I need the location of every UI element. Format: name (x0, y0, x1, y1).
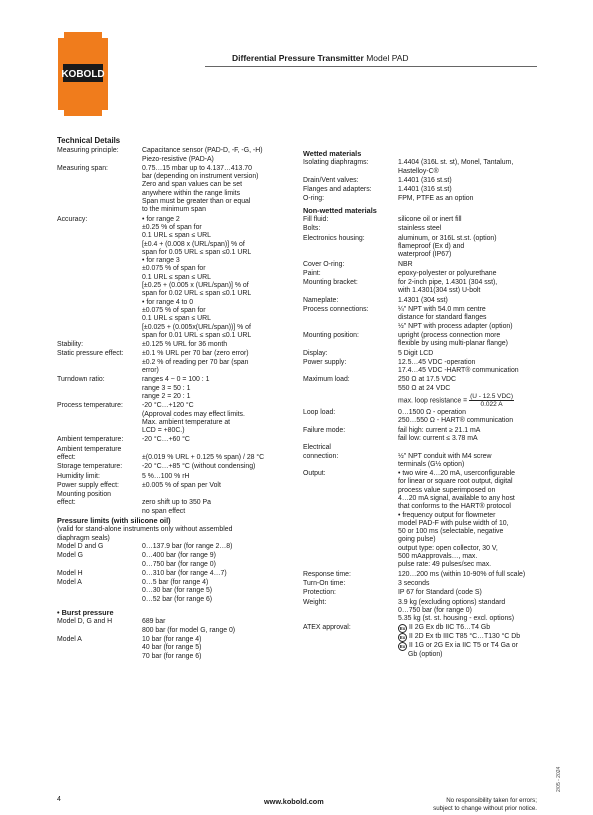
spec-measuring-principle: Measuring principle: Capacitance sensor (PAD-D, -F, -G, -H) Piezo-resistive (PAD-A) (57, 147, 263, 163)
spec-turndown: Turndown ratio: ranges 4 ~ 0 = 100 : 1 range 3 = 50 : 1 range 2 = 20 : 1 (57, 376, 210, 400)
spec-response-time: Response time: 120…200 ms (within 10-90% of full scale) (303, 570, 526, 578)
nonwetted-row: Power supply: 12.5…45 VDC -operation 17.4…45 VDC -HART® communication (303, 358, 519, 375)
ex-icon: Ex (399, 626, 406, 632)
spec-failure-mode: Failure mode: fail high: current ≥ 21.1 mA fail low: current ≤ 3.78 mA (303, 426, 481, 442)
pressure-limit-row: Model G 0…400 bar (for range 9) 0…750 bar (for range 0) (57, 552, 216, 568)
spec-stability: Stability: ±0.125 % URL for 36 month (57, 341, 228, 349)
nonwetted-row: Mounting position: upright (process connection more flexible by using multi-planar flange) (303, 331, 508, 348)
nonwetted-row: Display: 5 Digit LCD (303, 349, 434, 357)
wetted-row: O-ring: FPM, PTFE as an option (303, 195, 474, 203)
nonwetted-row: Mounting bracket: for 2-inch pipe, 1.4301 (304 sst), with 1.4301(304 sst) U-bolt (303, 279, 498, 295)
section-non-wetted-materials: Non-wetted materials (303, 205, 377, 215)
spec-ambient-temperature: Ambient temperature: -20 °C…+60 °C (57, 436, 190, 444)
nonwetted-row: Process connections: ¼" NPT with 54.0 mm centre distance for standard flanges ½" NPT with process adapter (option) (303, 306, 513, 330)
spec-power-effect: Power supply effect: ±0.005 % of span per Volt (57, 481, 221, 489)
title-product: Differential Pressure Transmitter (232, 53, 364, 63)
burst-pressure-row: Model D, G and H 689 bar 800 bar (for model G, range 0) (57, 618, 236, 634)
left-column: Technical Details Measuring principle: Capacitance sensor (PAD-D, -F, -G, -H) Piezo-resistive (PAD-A) Measuring span: 0.75…15 mbar up to 4.137…413.70 bar (depending on instrument version) Zero and span values can be set anywhere within the range limits Span must be greater than or equal to the minimum span Accuracy: • for range 2 ±0.25 % of span for 0.1 URL ≤ span ≤ URL [±0.4 + (0.008 x (URL/span)] % of span for 0.05 URL ≤ span ≤0.1 URL • for range 3 ±0.075 % of span for 0.1 URL ≤ span ≤ URL [±0.25 + (0.005 x (URL/span)] % of span for 0.02 URL ≤ span ≤0.1 URL • for range 4 to 0 ±0.075 % of span for 0.1 URL ≤ span ≤ URL [±0.025 + (0.005x(URL/span))] % of span for 0.01 URL ≤ span ≤0.1 URL Stability: ±0.125 % URL for 36 month Static pressure effect: ±0.1 % URL per 70 bar (zero error) ±0.2 % of reading per 70 bar (span error) Turndown ratio: ranges 4 ~ 0 = 100 : 1 range 3 = 50 : 1 range 2 = 20 : 1 Process temperature: -20 °C…+120 °C (Approval codes may effect limits. Max. ambient temperature at LCD = +80C.) Ambient temperature: -20 °C…+60 °C Ambient temperature effect: ±(0.019 % URL + 0.125 % span) / 28 °C Storage temperature: -20 °C…+85 °C (without condensing) Humidity limit: 5 %…100 % rH Power supply effect: ±0.005 % of span per Volt Mounting position effect: zero shift up to 350 Pa no span effect Pressure limits (with silicone oil) (valid for stand-alone instruments only without assembled diaphragm seals) Model D and G 0…137.9 bar (for range 2…8) Model G 0…400 bar (for range 9) 0…750 bar (for range 0) Model H 0…310 bar (for range 4…7) Model A 0…5 bar (for range 4) 0…30 bar (for range 5) 0…52 bar (for range 6) • Burst pressure Model D, G and H 689 bar 800 bar (for model G, range 0) Model A 10 bar (for range 4) 40 bar (for range 5) 70 bar (for range 6) (57, 137, 289, 662)
nonwetted-row: Bolts: stainless steel (303, 225, 442, 233)
document-code: 2/05 - 2024 (556, 766, 562, 792)
spec-maximum-load: Maximum load: 250 Ω at 17.5 VDC 550 Ω at 24 VDC max. loop resistance = $\frac{\text{(U - 12.5 VDC)}}{0.022 A}$ (303, 376, 539, 408)
spec-protection: Protection: IP 67 for Standard (code S) (303, 589, 482, 597)
spec-weight: Weight: 3.9 kg (excluding options) standard 0…750 bar (for range 0) 5.35 kg (st. st. housing - excl. options) (303, 598, 515, 623)
spec-atex-approval: ATEX approval: Ex II 2G Ex db IIC T6…T4 Gb Ex II 2D Ex tb IIIC T85 °C…T130 °C Db Ex II 1G or 2G Ex ia IIC T5 or T4 Ga or Gb (option) (303, 624, 521, 659)
nonwetted-row: Electronics housing: aluminum, or 316L st.st. (option) flameproof (Ex d) and waterproof (IP67) (303, 234, 497, 259)
section-pressure-limits: Pressure limits (with silicone oil) (57, 516, 171, 526)
section-burst-pressure: • Burst pressure (57, 609, 289, 617)
burst-pressure-row: Model A 10 bar (for range 4) 40 bar (for range 5) 70 bar (for range 6) (57, 635, 202, 660)
nonwetted-row: Cover O-ring: NBR (303, 260, 413, 268)
wetted-row: Isolating diaphragms: 1.4404 (316L st. st), Monel, Tantalum, Hastelloy-C® (303, 159, 514, 175)
ex-icon: Ex (399, 644, 406, 650)
spec-turn-on-time: Turn-On time: 3 seconds (303, 579, 430, 587)
website-link[interactable]: www.kobold.com (264, 797, 324, 806)
spec-accuracy: Accuracy: • for range 2 ±0.25 % of span for 0.1 URL ≤ span ≤ URL [±0.4 + (0.008 x (URL/span)] % of span for 0.05 URL ≤ span ≤0.1 URL • for range 3 ±0.075 % of span for 0.1 URL ≤ span ≤ URL [±0.25 + (0.005 x (URL/span)] % of span for 0.02 URL ≤ span ≤0.1 URL • for range 4 to 0 ±0.075 % of span for 0.1 URL ≤ span ≤ URL [±0.025 + (0.005x(URL/span))] % of span for 0.01 URL ≤ span ≤0.1 URL (57, 216, 289, 340)
ex-icon: Ex (399, 635, 406, 641)
section-technical-details: Technical Details (57, 136, 121, 145)
spec-measuring-span: Measuring span: 0.75…15 mbar up to 4.137…413.70 bar (depending on instrument version) Zero and span values can be set anywhere within the range limits Span must be greater than or equal to the minimum span (57, 164, 259, 214)
spec-electrical-connection: Electrical connection: ½" NPT conduit with M4 screw terminals (G½ option) (303, 444, 492, 468)
right-column (303, 150, 539, 661)
kobold-logo (58, 32, 108, 116)
loop-resistance-formula: max. loop resistance = $\frac{\text{(U - 12.5 VDC)}}{0.022 A}$ (398, 393, 514, 409)
spec-ambient-effect: Ambient temperature effect: ±(0.019 % URL + 0.125 % span) / 28 °C (57, 445, 265, 461)
spec-mounting-effect: Mounting position effect: zero shift up to 350 Pa no span effect (57, 491, 211, 515)
page-number: 4 (57, 796, 61, 803)
page-title (232, 53, 409, 63)
title-model: Model PAD (366, 53, 409, 63)
spec-humidity: Humidity limit: 5 %…100 % rH (57, 472, 190, 480)
spec-output: Output: • two wire 4…20 mA, userconfigurable for linear or square root output, digital process value superimposed on 4…20 mA signal, available to any host that conforms to the HART® protocol • frequency output for flowmeter model PAD-F with pulse width of 10, 50 or 100 ms (selectable, negative going pulse) output type: open collector, 30 V, 500 mAapprovals…, max. pulse rate: 49 pulses/sec max. (303, 470, 539, 570)
wetted-row: Drain/Vent valves: 1.4401 (316 st.st) (303, 176, 452, 184)
disclaimer: No responsibility taken for errors; subject to change without prior notice. (433, 797, 537, 812)
pressure-limit-row: Model D and G 0…137.9 bar (for range 2…8) (57, 542, 233, 550)
spec-storage-temperature: Storage temperature: -20 °C…+85 °C (without condensing) (57, 463, 256, 471)
spec-process-temperature: Process temperature: -20 °C…+120 °C (Approval codes may effect limits. Max. ambient temperature at LCD = +80C.) (57, 402, 245, 435)
header-divider (205, 66, 537, 67)
nonwetted-row: Nameplate: 1.4301 (304 sst) (303, 296, 448, 304)
svg-text:KOBOLD: KOBOLD (61, 69, 105, 80)
nonwetted-row: Fill fluid: silicone oil or inert fill (303, 216, 462, 224)
spec-static-pressure: Static pressure effect: ±0.1 % URL per 70 bar (zero error) ±0.2 % of reading per 70 bar (span error) (57, 350, 249, 375)
nonwetted-row: Paint: epoxy-polyester or polyurethane (303, 269, 497, 277)
section-wetted-materials: Wetted materials (303, 149, 362, 158)
wetted-row: Flanges and adapters: 1.4401 (316 st.st) (303, 186, 452, 194)
pressure-limit-row: Model A 0…5 bar (for range 4) 0…30 bar (for range 5) 0…52 bar (for range 6) (57, 579, 213, 603)
pressure-limit-row: Model H 0…310 bar (for range 4…7) (57, 569, 227, 577)
spec-loop-load: Loop load: 0…1500 Ω - operation 250…550 Ω - HART® communication (303, 409, 514, 425)
